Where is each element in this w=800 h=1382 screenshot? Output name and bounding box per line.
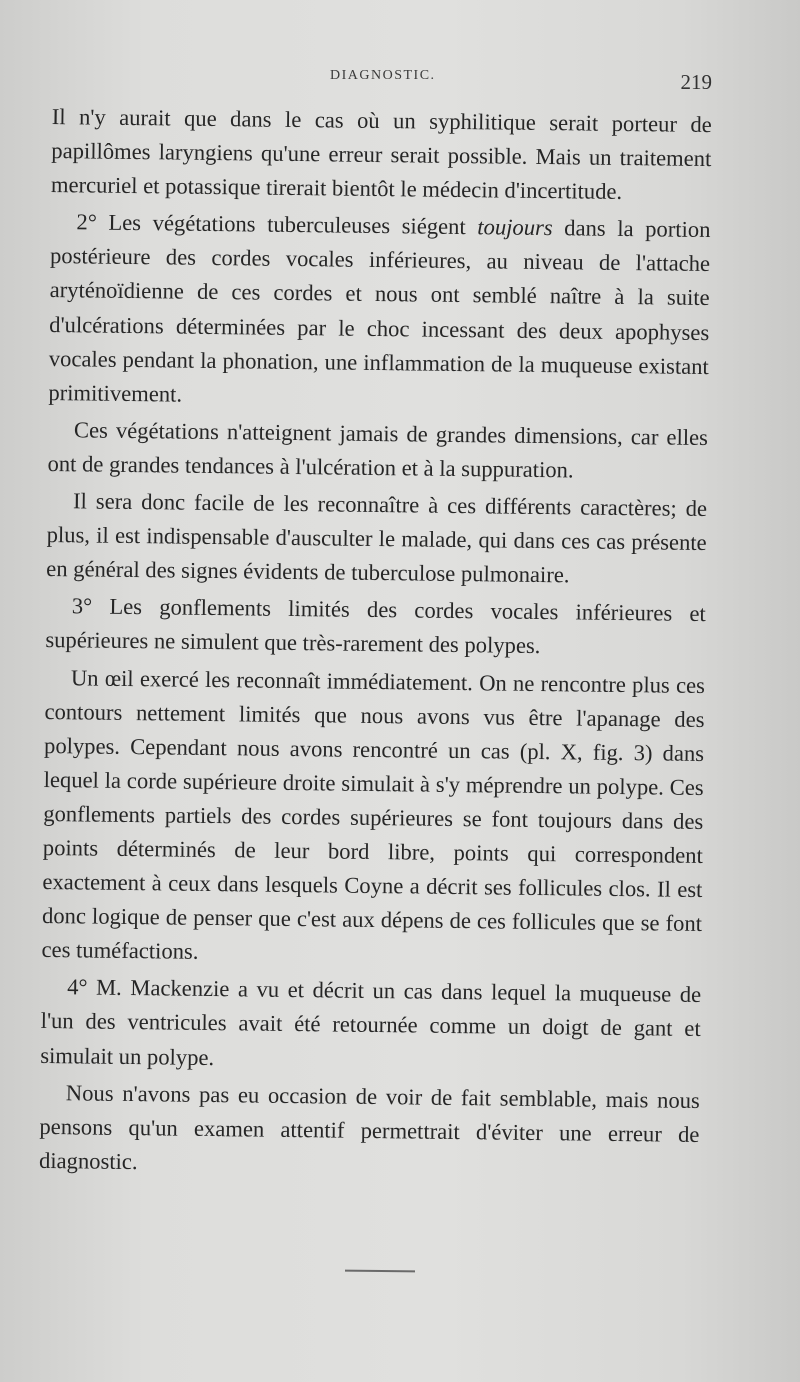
paragraph-auscultation: Il sera donc facile de les reconnaître à ces différents caractères; de plus, il est indispensable d'ausculter le malade, qui dans ces cas présente en général des signes évidents de tuberculose pulmonaire.	[46, 488, 708, 588]
running-title: DIAGNOSTIC.	[330, 68, 436, 83]
italic-emphasis: toujours	[477, 214, 553, 241]
paragraph-tuberculous-vegetations	[48, 205, 710, 418]
paragraph-dimensions: Ces végétations n'atteignent jamais de grandes dimensions, car elles ont de grandes tendances à l'ulcération et à la suppuration.	[47, 417, 709, 483]
body-text	[39, 100, 712, 1189]
page-number: 219	[680, 70, 712, 94]
paragraph-swellings: 3° Les gonflements limités des cordes vocales inférieures et supérieures ne simulent que très-rarement des polypes.	[45, 593, 706, 659]
paragraph-syphilis: Il n'y aurait que dans le cas où un syphilitique serait porteur de papillômes laryngiens qu'une erreur serait possible. Mais un traitement mercuriel et potassique tirerait bientôt le médecin d'incertitude.	[50, 103, 712, 205]
section-end-rule	[345, 1270, 415, 1273]
paragraph-text-start: 2° Les végétations tuberculeuses siégent	[76, 209, 478, 240]
paragraph-text-end: dans la portion postérieure des cordes vocales inférieures, au niveau de l'attache aryténoïdienne de ces cordes et nous ont semblé naître à la suite d'ulcérations déterminées par le choc incessant des deux apophyses vocales pendant la phonation, une inflammation de la muqueuse existant primitivement.	[48, 215, 711, 407]
paragraph-conclusion: Nous n'avons pas eu occasion de voir de fait semblable, mais nous pensons qu'un examen attentif permettrait d'éviter une erreur de diagnostic.	[38, 1079, 700, 1174]
page-header	[52, 60, 712, 100]
paragraph-trained-eye: Un œil exercé les reconnaît immédiatement. On ne rencontre plus ces contours nettement limités que nous avons vus être l'apanage des polypes. Cependant nous avons rencontré un cas (pl. X, fig. 3) dans lequel la corde supérieure droite simulait à s'y méprendre un polype. Ces gonflements partiels des cordes supérieures se font toujours dans des points déterminés de leur bord libre, points qui correspondent exactement à ceux dans lesquels Coyne a décrit ses follicules clos. Il est donc logique de penser que c'est aux dépens de ces follicules que se font ces tuméfactions.	[41, 664, 706, 965]
paragraph-mackenzie: 4° M. Mackenzie a vu et décrit un cas dans lequel la muqueuse de l'un des ventricules avait été retournée comme un doigt de gant et simulait un polype.	[40, 974, 702, 1070]
